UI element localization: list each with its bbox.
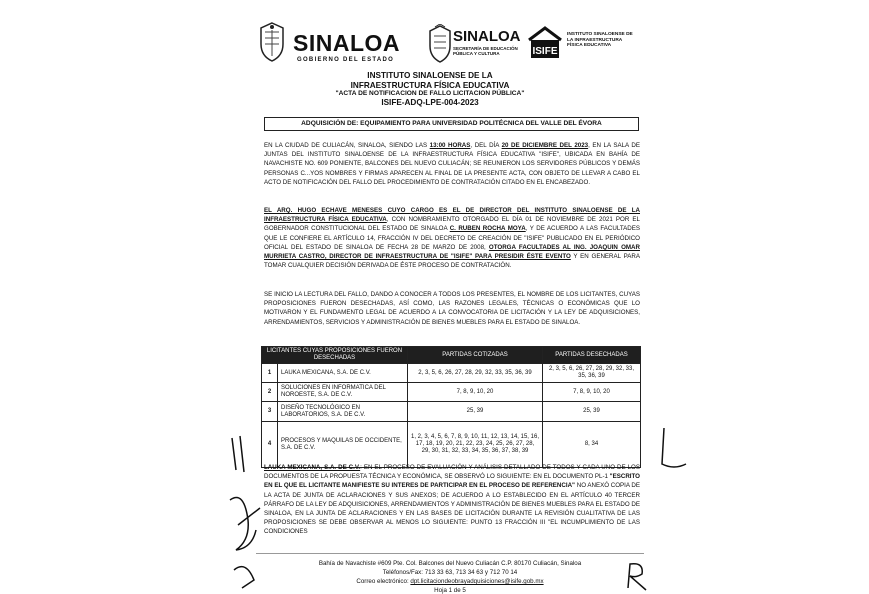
paragraph-lauka-evaluation: LAUKA MEXICANA, S.A. DE C.V.: EN EL PROCESO DE EVALUACIÓN Y ANÁLISIS DETALLADO DE TODOS Y CADA UNO DE LOS DOCUMENTOS DE LA PROPUESTA TÉCNICA Y ECONÓMICA, SE OBSERVÓ LO SIGUIENTE: EN EL DOCUMENTO PL-1 "ESCRITO EN EL QUE EL LICITANTE MANIFIESTE SU INTERES DE PARTICIPAR EN EL PROCESO DE REFERENCIA" NO ANEXÓ COPIA DE LA ACTA DE JUNTA DE ACLARACIONES Y SUS ANEXOS; DE ACUERDO A LO ESTABLECIDO EN EL ARTÍCULO 40 TERCER PÁRRAFO DE LA LEY DE ADQUISICIONES, ARRENDAMIENTOS Y ADMINISTRACIÓN DE BIENES MUEBLES PARA EL ESTADO DE SINALOA, EN LA JUNTA DE ACLARACIONES Y EN LAS BASES DE LICITACIÓN DURANTE LA REVISIÓN CUALITATIVA DE LAS PROPOSICIONES SE DEBE OBSERVAR AL MENOS LO SIGUIENTE: PUNTO 13 FRACCIÓN III "EL INCUMPLIMIENTO DE LAS CONDICIONES bbox=[264, 464, 640, 536]
meeting-date: 20 DE DICIEMBRE DEL 2023 bbox=[501, 142, 589, 149]
table-header-rejected: PARTIDAS DESECHADAS bbox=[543, 347, 641, 364]
handwritten-mark-bottom bbox=[622, 560, 652, 592]
handwritten-mark-right bbox=[652, 424, 692, 474]
footer-page-number: Hoja 1 de 5 bbox=[434, 587, 466, 594]
brand-sepyc: SINALOA bbox=[453, 28, 521, 45]
brand-sepyc-sub: SECRETARÍA DE EDUCACIÓN PÚBLICA Y CULTURA bbox=[453, 46, 518, 56]
paragraph-reading: SE INICIO LA LECTURA DEL FALLO, DANDO A CONOCER A TODOS LOS PRESENTES, EL NOMBRE DE LOS LICITANTES, CUYAS PROPOSICIONES FUERON DESECHADAS, ASÍ COMO, LAS RAZONES LEGALES, TÉCNICAS O ECONÓMICAS QUE LO MOTIVARON Y EL FUNDAMENTO LEGAL DE ACUERDO A LA CONVOCATORIA DE LICITACIÓN Y LA LEY DE ADQUISICIONES, ARRENDAMIENTOS, SERVICIOS Y ADMINISTRACIÓN DE BIENES MUEBLES PARA EL ESTADO DE SINALOA. bbox=[264, 291, 640, 326]
brand-sinaloa-sub: GOBIERNO DEL ESTADO bbox=[297, 57, 395, 63]
table-row: 2 SOLUCIONES EN INFORMATICA DEL NOROESTE, S.A. DE C.V. 7, 8, 9, 10, 20 7, 8, 9, 10, 20 bbox=[262, 383, 641, 402]
footer-phones: Teléfonos/Fax: 713 33 63, 713 34 63 y 712 70 14 bbox=[382, 569, 518, 576]
table-row: 3 DISEÑO TECNOLÓGICO EN LABORATORIOS, S.A. DE C.V. 25, 39 25, 39 bbox=[262, 402, 641, 422]
isife-logo-icon bbox=[527, 26, 563, 60]
document-title bbox=[240, 71, 620, 108]
title-line-2: INFRAESTRUCTURA FÍSICA EDUCATIVA bbox=[350, 80, 510, 90]
subject-box: ADQUISICIÓN DE: EQUIPAMIENTO PARA UNIVERSIDAD POLITÉCNICA DEL VALLE DEL ÉVORA bbox=[264, 117, 639, 131]
title-line-1: INSTITUTO SINALOENSE DE LA bbox=[367, 71, 493, 80]
footer-divider bbox=[256, 553, 644, 554]
title-line-3: "ACTA DE NOTIFICACION DE FALLO LICITACION PÚBLICA" bbox=[335, 90, 525, 97]
table-header-quoted: PARTIDAS COTIZADAS bbox=[408, 347, 543, 364]
table-row: 4 PROCESOS Y MAQUILAS DE OCCIDENTE, S.A. DE C.V. 1, 2, 3, 4, 5, 6, 7, 8, 9, 10, 11, 12, 13, 14, 15, 16, 17, 18, 19, 20, 21, 22, 23, 24, 25, 26, 27, 28, 29, 30, 31, 32, 33, 34, 35, 36, 37, 38, 39 8, 34 bbox=[262, 422, 641, 468]
title-line-4: ISIFE-ADQ-LPE-004-2023 bbox=[381, 98, 479, 107]
rejected-bidders-table bbox=[261, 346, 641, 468]
meeting-time: 13:00 HORAS bbox=[429, 142, 471, 149]
footer bbox=[260, 559, 640, 594]
table-header-bidders: LICITANTES CUYAS PROPOSICIONES FUERON DESECHADAS bbox=[262, 347, 408, 364]
header-logos bbox=[257, 22, 677, 72]
isife-mark: ISIFE bbox=[532, 46, 558, 57]
handwritten-initials-left bbox=[226, 430, 266, 590]
paragraph-authority: EL ARQ. HUGO ECHAVE MENESES CUYO CARGO ES EL DE DIRECTOR DEL INSTITUTO SINALOENSE DE LA INFRAESTRUCTURA FÍSICA EDUCATIVA, CON NOMBRAMIENTO OTORGADO EL DÍA 01 DE NOVIEMBRE DE 2021 POR EL GOBERNADOR CONSTITUCIONAL DEL ESTADO DE SINALOA C. RUBEN ROCHA MOYA, Y DE ACUERDO A LAS FACULTADES QUE LE CONFIERE EL ARTÍCULO 14, FRACCIÓN IV DEL DECRETO DE CREACIÓN DE "ISIFE" PUBLICADO EN EL PERIÓDICO OFICIAL DEL ESTADO DE SINALOA DE FECHA 28 DE MARZO DE 2008, OTORGA FACULTADES AL ING. JOAQUIN OMAR MURRIETA CASTRO, DIRECTOR DE INFRAESTRUCTURA DE "ISIFE" PARA PRESIDIR ÉSTE EVENTO Y EN GENERAL PARA TOMAR CUALQUIER DECISIÓN DERIVADA DE ÉSTE PROCESO DE CONTRATACIÓN. bbox=[264, 207, 641, 270]
footer-address: Bahía de Navachiste #609 Pte. Col. Balcones del Nuevo Culiacán C.P. 80170 Culiacán, Sinaloa bbox=[318, 560, 582, 567]
footer-email: Correo electrónico: dpt.licitaciondeobrayadquisiciones@isife.gob.mx bbox=[356, 578, 544, 585]
isife-name: INSTITUTO SINALOENSE DE LA INFRAESTRUCTURA FÍSICA EDUCATIVA bbox=[567, 32, 633, 49]
paragraph-opening: EN LA CIUDAD DE CULIACÁN, SINALOA, SIENDO LAS 13:00 HORAS, DEL DÍA 20 DE DICIEMBRE DEL 2023, EN LA SALA DE JUNTAS DEL INSTITUTO SINALOENSE DE LA INFRAESTRUCTURA FÍSICA EDUCATIVA "ISIFE", UBICADA EN BAHÍA DE NAVACHISTE NO. 609 PONIENTE, BALCONES DEL NUEVO CULIACÁN; SE REUNIERON LOS SERVIDORES PÚBLICOS Y DEMÁS PERSONAS C...YOS NOMBRES Y FIRMAS APARECEN AL FINAL DE LA PRESENTE ACTA, CON OBJETO DE LLEVAR A CABO EL ACTO DE NOTIFICACIÓN DEL FALLO DEL PROCEDIMIENTO DE CONTRATACIÓN CITADO EN EL ENCABEZADO. bbox=[264, 142, 640, 186]
brand-sinaloa: SINALOA bbox=[293, 30, 400, 56]
state-seal-icon bbox=[259, 22, 285, 62]
sepyc-seal-icon bbox=[427, 24, 453, 64]
table-row: 1 LAUKA MEXICANA, S.A. DE C.V. 2, 3, 5, 6, 26, 27, 28, 29, 32, 33, 35, 36, 39 2, 3, 5, 6, 26, 27, 28, 29, 32, 33, 35, 36, 39 bbox=[262, 364, 641, 383]
